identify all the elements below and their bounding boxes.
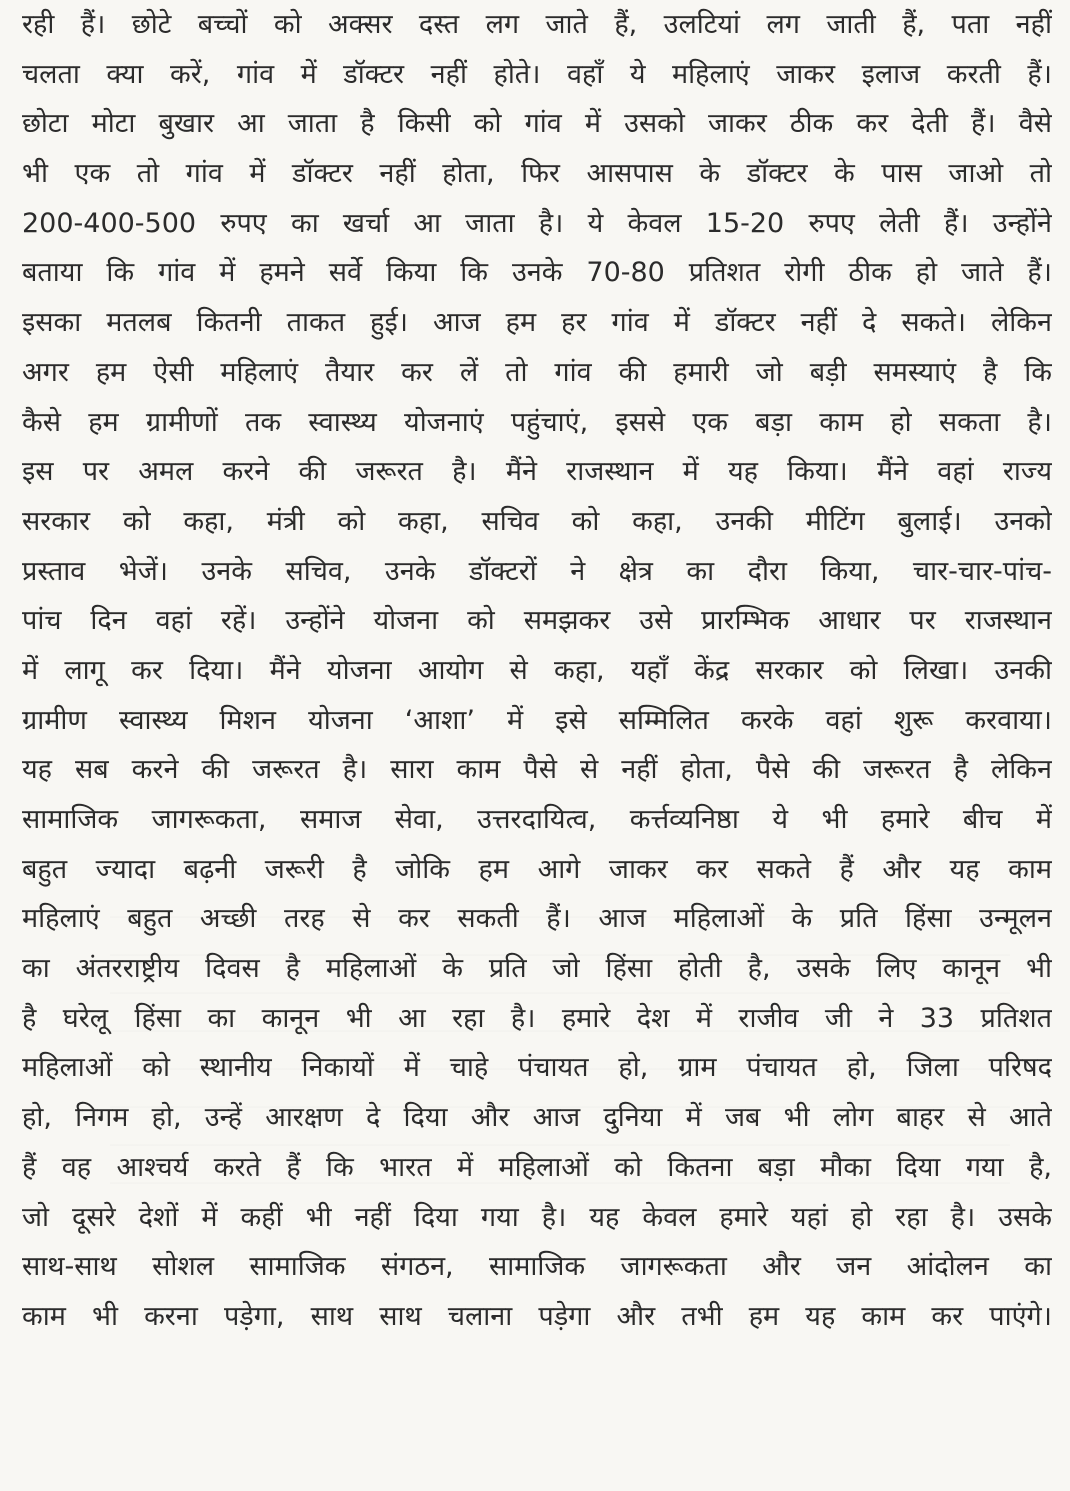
text-line: पांच दिन वहां रहें। उन्होंने योजना को समझकर उसे प्रारम्भिक आधार पर राजस्थान (22, 605, 1052, 637)
text-line: हो, निगम हो, उन्हें आरक्षण दे दिया और आज दुनिया में जब भी लोग बाहर से आते (22, 1102, 1052, 1134)
text-line: बहुत ज्यादा बढ़नी जरूरी है जोकि हम आगे जाकर कर सकते हैं और यह काम (22, 853, 1052, 885)
text-line: ग्रामीण स्वास्थ्य मिशन योजना ‘आशा’ में इसे सम्मिलित करके वहां शुरू करवाया। (22, 704, 1052, 736)
text-line: का अंतरराष्ट्रीय दिवस है महिलाओं के प्रति जो हिंसा होती है, उसके लिए कानून भी (22, 953, 1052, 985)
text-line: रही हैं। छोटे बच्चों को अक्सर दस्त लग जाते हैं, उलटियां लग जाती हैं, पता नहीं (22, 9, 1052, 40)
text-line: महिलाओं को स्थानीय निकायों में चाहे पंचायत हो, ग्राम पंचायत हो, जिला परिषद (22, 1052, 1052, 1084)
text-line: महिलाएं बहुत अच्छी तरह से कर सकती हैं। आज महिलाओं के प्रति हिंसा उन्मूलन (22, 903, 1052, 935)
text-line: है घरेलू हिंसा का कानून भी आ रहा है। हमारे देश में राजीव जी ने 33 प्रतिशत (22, 1002, 1052, 1034)
text-line: यह सब करने की जरूरत है। सारा काम पैसे से नहीं होता, पैसे की जरूरत है लेकिन (22, 754, 1052, 786)
text-line: कैसे हम ग्रामीणों तक स्वास्थ्य योजनाएं पहुंचाएं, इससे एक बड़ा काम हो सकता है। (22, 406, 1052, 438)
text-line: साथ-साथ सोशल सामाजिक संगठन, सामाजिक जागरूकता और जन आंदोलन का (22, 1251, 1052, 1283)
text-line: हैं वह आश्चर्य करते हैं कि भारत में महिलाओं को कितना बड़ा मौका दिया गया है, (22, 1151, 1052, 1183)
text-line: प्रस्ताव भेजें। उनके सचिव, उनके डॉक्टरों ने क्षेत्र का दौरा किया, चार-चार-पांच- (22, 555, 1052, 587)
text-line: सरकार को कहा, मंत्री को कहा, सचिव को कहा, उनकी मीटिंग बुलाई। उनको (22, 505, 1052, 537)
text-line: छोटा मोटा बुखार आ जाता है किसी को गांव में उसको जाकर ठीक कर देती हैं। वैसे (22, 108, 1052, 140)
text-line: में लागू कर दिया। मैंने योजना आयोग से कहा, यहाँ केंद्र सरकार को लिखा। उनकी (22, 654, 1052, 686)
text-line: काम भी करना पड़ेगा, साथ साथ चलाना पड़ेगा और तभी हम यह काम कर पाएंगे। (22, 1300, 1052, 1332)
body-text (22, 0, 1052, 1342)
text-line: सामाजिक जागरूकता, समाज सेवा, उत्तरदायित्व, कर्त्तव्यनिष्ठा ये भी हमारे बीच में (22, 804, 1052, 835)
text-line: जो दूसरे देशों में कहीं भी नहीं दिया गया है। यह केवल हमारे यहां हो रहा है। उसके (22, 1201, 1052, 1233)
text-line: अगर हम ऐसी महिलाएं तैयार कर लें तो गांव की हमारी जो बड़ी समस्याएं है कि (22, 356, 1052, 388)
text-line: 200-400-500 रुपए का खर्चा आ जाता है। ये केवल 15-20 रुपए लेती हैं। उन्होंने (22, 207, 1052, 239)
text-line: इस पर अमल करने की जरूरत है। मैंने राजस्थान में यह किया। मैंने वहां राज्य (22, 456, 1052, 488)
text-line: बताया कि गांव में हमने सर्वे किया कि उनके 70-80 प्रतिशत रोगी ठीक हो जाते हैं। (22, 257, 1052, 289)
text-line: चलता क्या करें, गांव में डॉक्टर नहीं होते। वहाँ ये महिलाएं जाकर इलाज करती हैं। (22, 58, 1052, 90)
text-line: भी एक तो गांव में डॉक्टर नहीं होता, फिर आसपास के डॉक्टर के पास जाओ तो (22, 158, 1052, 190)
text-line: इसका मतलब कितनी ताकत हुई। आज हम हर गांव में डॉक्टर नहीं दे सकते। लेकिन (22, 307, 1052, 339)
